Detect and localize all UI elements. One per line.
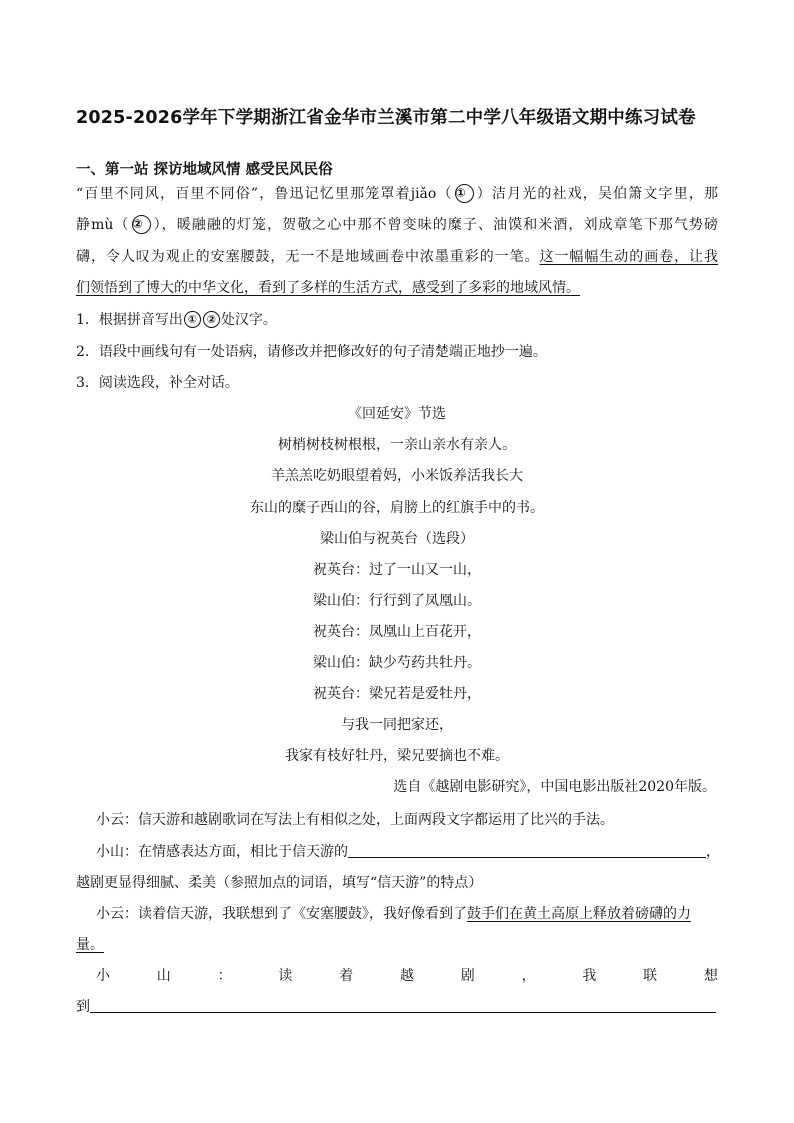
poem-line: 树梢树枝树根根，一亲山亲水有亲人。 [278,437,516,453]
poem-line: 羊羔羔吃奶眼望着妈，小米饭养活我长大 [271,468,523,484]
paragraph-line [76,215,718,235]
text: 小云：读着信天游，我联想到了《安塞腰鼓》，我好像看到了 [96,906,467,922]
text: 静mù（ [76,217,130,233]
section-heading: 一、第一站 探访地域风情 感受民风民俗 [76,162,333,178]
text: 到 [76,999,90,1015]
dialog-line: 越剧更显得细腻、柔美（参照加点的词语，填写“信天游”的特点） [76,875,483,891]
text: ， [706,844,720,860]
char: 小 [96,968,110,984]
poem-line: 我家有枝好牡丹，梁兄要摘也不难。 [285,748,509,764]
question-1 [76,310,718,330]
char: 越 [399,968,414,984]
answer-blank[interactable] [90,998,716,1013]
poem-line: 与我一同把家还， [341,717,453,733]
marker: ② [203,311,220,328]
text: 礴，令人叹为观止的安塞腰鼓，无一不是地域画卷中浓墨重彩的一笔。 [76,249,540,265]
dialog-line [96,904,718,924]
text: 小山：在情感表达方面，相比于信天游的 [96,844,348,860]
poem-line: 梁山伯：缺少芍药共牡丹。 [313,655,481,671]
char: 想 [703,968,718,984]
blank-marker-1: ① [455,184,474,203]
source-citation: 选自《越剧电影研究》，中国电影出版社2020年版。 [393,779,716,795]
underlined-sentence: 这一幅幅生动的画卷，让我 [539,249,719,265]
dialog-line [96,842,736,862]
question-2: 2．语段中画线句有一处语病，请修改并把修改好的句子清楚端正地抄一遍。 [76,344,547,360]
dialog-line: 小云：信天游和越剧歌词在写法上有相似之处，上面两段文字都运用了比兴的手法。 [96,812,614,828]
char: ， [521,968,536,984]
poem-title: 梁山伯与祝英台（选段） [320,531,474,547]
char: 读 [278,968,293,984]
underlined-phrase: 量。 [76,937,104,953]
text: “百里不同风，百里不同俗”，鲁迅记忆里那笼罩着jiǎo（ [76,186,453,202]
text: 1．根据拼音写出 [76,312,183,328]
text: ），暖融融的灯笼，贺敬之心中那不曾变味的糜子、油馍和米酒，刘成章笔下那气势磅 [152,217,719,233]
underlined-phrase: 鼓手们在黄土高原上释放着磅礴的力 [467,906,691,922]
poem-title: 《回延安》节选 [348,406,446,422]
poem-line: 梁山伯：行行到了凤凰山。 [313,593,481,609]
poem-line: 东山的糜子西山的谷，肩膀上的红旗手中的书。 [250,500,544,516]
char: 山 [156,968,171,984]
dialog-line [76,997,718,1017]
text: 处汉字。 [220,312,277,328]
char: ： [217,968,232,984]
char: 着 [339,968,354,984]
page-title: 2025-2026学年下学期浙江省金华市兰溪市第二中学八年级语文期中练习试卷 [76,108,696,128]
text: ）洁月光的社戏，吴伯箫文字里，那 [475,186,718,202]
char: 剧 [460,968,475,984]
poem-line: 祝英台：凤凰山上百花开， [313,624,481,640]
char: 联 [643,968,658,984]
answer-blank[interactable] [348,843,706,858]
dialog-line-spread [96,966,718,986]
question-3: 3．阅读选段，补全对话。 [76,375,239,391]
paragraph-line [76,278,718,298]
marker: ① [184,311,201,328]
poem-line: 祝英台：过了一山又一山， [313,562,481,578]
paragraph-line [76,247,718,267]
char: 我 [582,968,597,984]
paragraph-line [76,184,718,204]
dialog-line [76,935,718,955]
underlined-sentence: 们领悟到了博大的中华文化，看到了多样的生活方式，感受到了多彩的地域风情。 [76,280,580,296]
poem-line: 祝英台：梁兄若是爱牡丹， [313,686,481,702]
blank-marker-2: ② [132,215,151,234]
